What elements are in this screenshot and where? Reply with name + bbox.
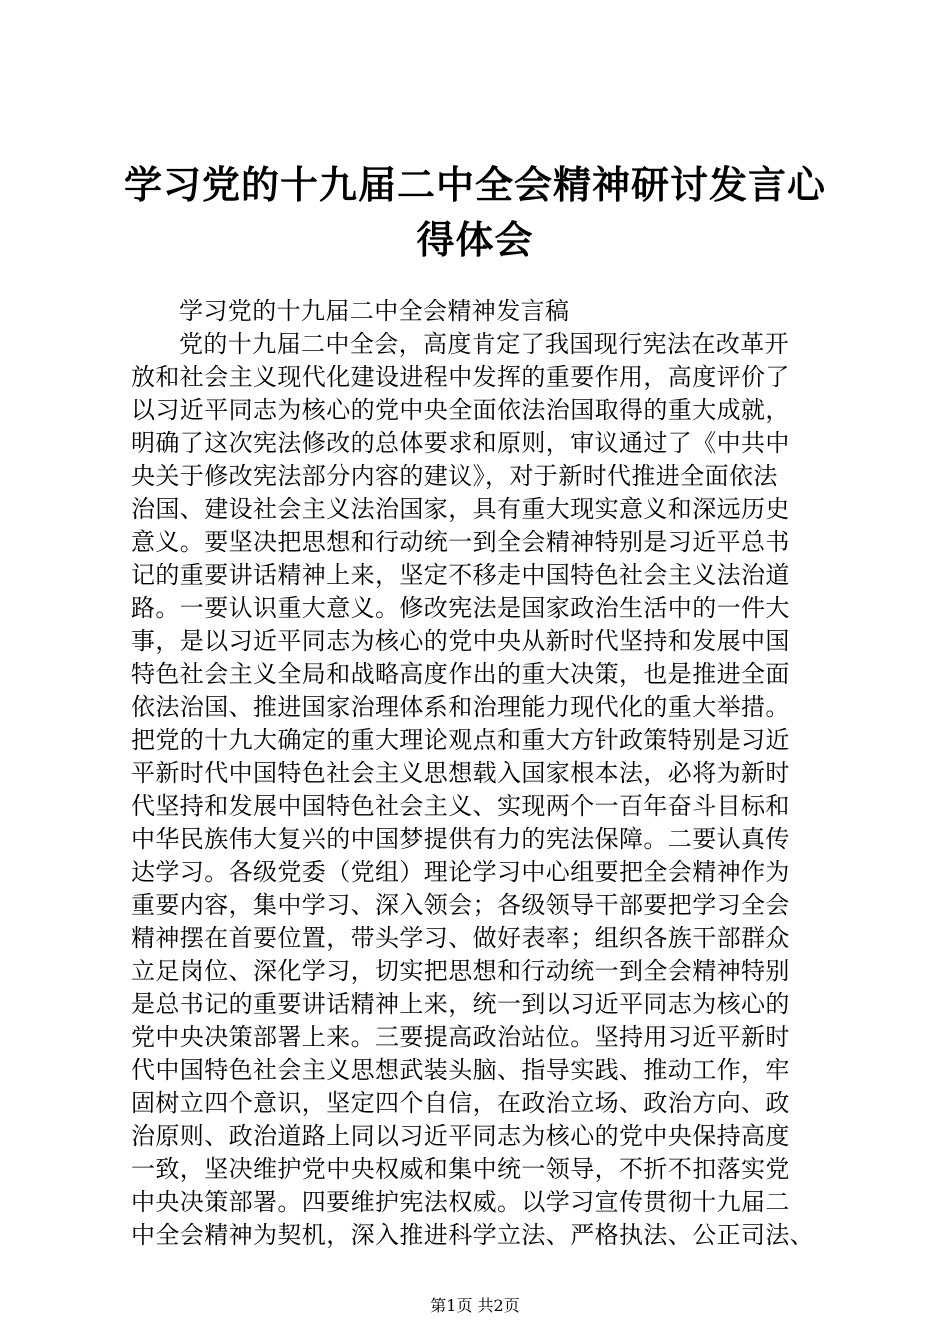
subtitle-line: 学习党的十九届二中全会精神发言稿 [179, 297, 570, 325]
paragraph-line: 以习近平同志为核心的党中央全面依法治国取得的重大成就， [131, 396, 790, 424]
paragraph-line: 重要内容，集中学习、深入领会；各级领导干部要把学习全会 [131, 891, 790, 919]
paragraph-line: 治国、建设社会主义法治国家，具有重大现实意义和深远历史 [131, 495, 790, 523]
paragraph-line: 把党的十九大确定的重大理论观点和重大方针政策特别是习近 [131, 726, 790, 754]
paragraph-line: 平新时代中国特色社会主义思想载入国家根本法，必将为新时 [131, 759, 790, 787]
paragraph-line: 代中国特色社会主义思想武装头脑、指导实践、推动工作，牢 [131, 1056, 790, 1084]
paragraph-line: 记的重要讲话精神上来，坚定不移走中国特色社会主义法治道 [131, 561, 790, 589]
paragraph-line: 意义。要坚决把思想和行动统一到全会精神特别是习近平总书 [131, 528, 790, 556]
paragraph-line: 依法治国、推进国家治理体系和治理能力现代化的重大举措。 [131, 693, 790, 721]
paragraph-line: 一致，坚决维护党中央权威和集中统一领导，不折不扣落实党 [131, 1155, 790, 1183]
paragraph-line: 特色社会主义全局和战略高度作出的重大决策，也是推进全面 [131, 660, 790, 688]
paragraph-line: 治原则、政治道路上同以习近平同志为核心的党中央保持高度 [131, 1122, 790, 1150]
paragraph-line: 中央决策部署。四要维护宪法权威。以学习宣传贯彻十九届二 [131, 1188, 790, 1216]
document-title: 学习党的十九届二中全会精神研讨发言心得体会 [123, 163, 826, 262]
paragraph-line: 代坚持和发展中国特色社会主义、实现两个一百年奋斗目标和 [131, 792, 790, 820]
paragraph-line: 党中央决策部署上来。三要提高政治站位。坚持用习近平新时 [131, 1023, 790, 1051]
paragraph-line: 是总书记的重要讲话精神上来，统一到以习近平同志为核心的 [131, 990, 790, 1018]
paragraph-line: 路。一要认识重大意义。修改宪法是国家政治生活中的一件大 [131, 594, 790, 622]
paragraph-line: 明确了这次宪法修改的总体要求和原则，审议通过了《中共中 [131, 429, 790, 457]
paragraph-line: 事，是以习近平同志为核心的党中央从新时代坚持和发展中国 [131, 627, 790, 655]
paragraph-line: 中华民族伟大复兴的中国梦提供有力的宪法保障。二要认真传 [131, 825, 790, 853]
paragraph-line: 央关于修改宪法部分内容的建议》，对于新时代推进全面依法 [131, 462, 778, 490]
paragraph-line: 精神摆在首要位置，带头学习、做好表率；组织各族干部群众 [131, 924, 790, 952]
paragraph-line: 固树立四个意识，坚定四个自信，在政治立场、政治方向、政 [131, 1089, 790, 1117]
paragraph-line: 中全会精神为契机，深入推进科学立法、严格执法、公正司法、 [131, 1221, 815, 1249]
paragraph-line: 放和社会主义现代化建设进程中发挥的重要作用，高度评价了 [131, 363, 790, 391]
document-body [131, 295, 835, 1252]
paragraph-line: 党的十九届二中全会，高度肯定了我国现行宪法在改革开 [179, 330, 789, 358]
paragraph-line: 立足岗位、深化学习，切实把思想和行动统一到全会精神特别 [131, 957, 790, 985]
paragraph-line: 达学习。各级党委（党组）理论学习中心组要把全会精神作为 [131, 858, 790, 886]
page-number-footer: 第1页 共2页 [430, 1296, 520, 1315]
